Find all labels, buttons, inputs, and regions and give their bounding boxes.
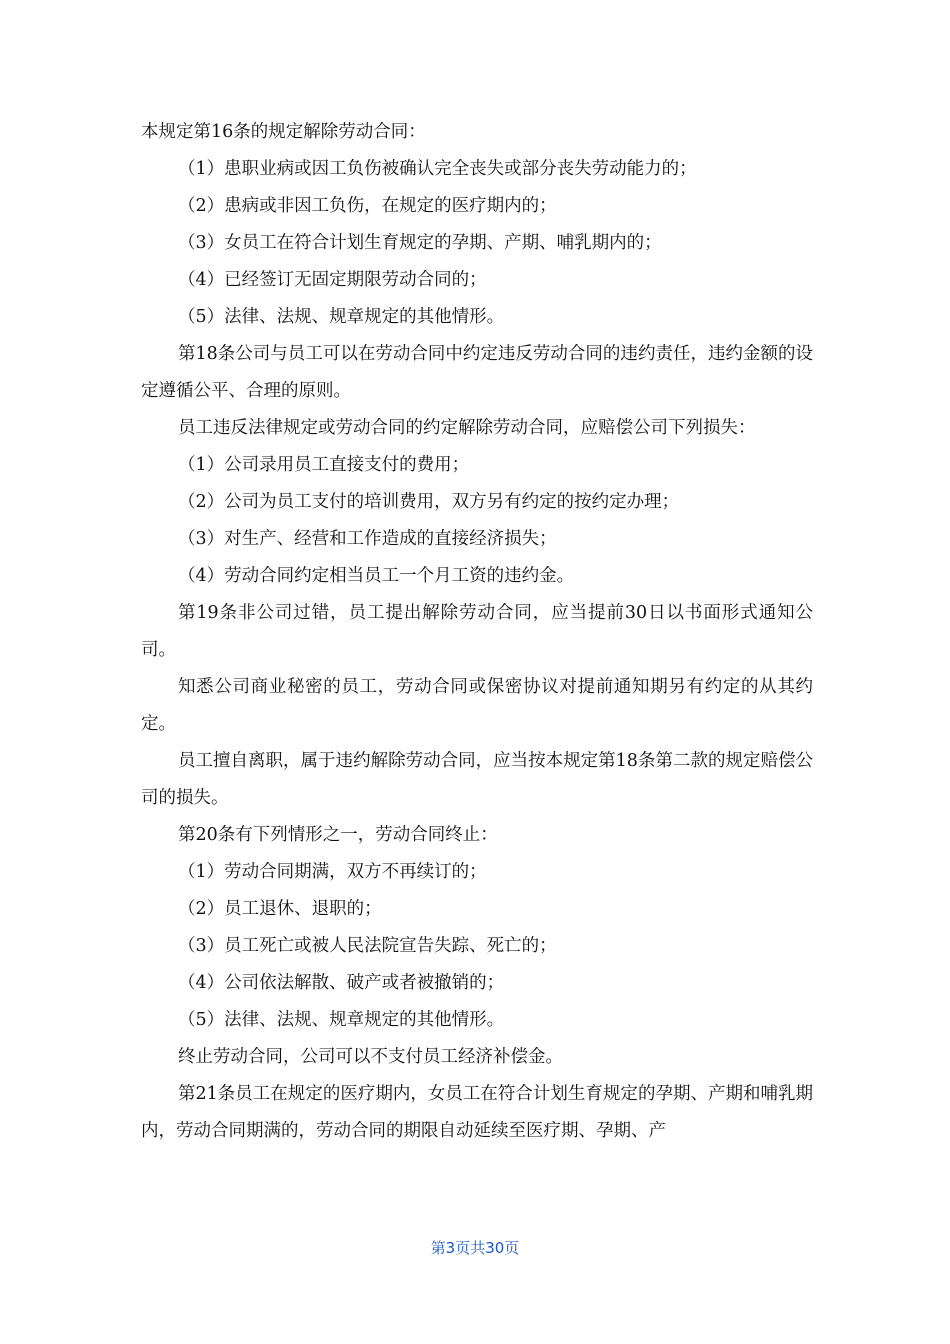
list-item: （4）劳动合同约定相当员工一个月工资的违约金。 <box>178 566 575 586</box>
list-item: （3）对生产、经营和工作造成的直接经济损失； <box>178 529 557 549</box>
article-20-paragraph: 第20条有下列情形之一，劳动合同终止： <box>178 825 498 845</box>
list-item: （5）法律、法规、规章规定的其他情形。 <box>178 307 505 327</box>
list-item: （4）已经签订无固定期限劳动合同的； <box>178 270 487 290</box>
list-item: （2）员工退休、退职的； <box>178 899 382 919</box>
list-item: （3）女员工在符合计划生育规定的孕期、产期、哺乳期内的； <box>178 233 662 253</box>
list-item: （4）公司依法解散、破产或者被撤销的； <box>178 973 505 993</box>
list-item: （1）公司录用员工直接支付的费用； <box>178 455 470 475</box>
list-item: （5）法律、法规、规章规定的其他情形。 <box>178 1010 505 1030</box>
page-number-label: 第3页共30页 <box>430 1239 520 1257</box>
paragraph: 员工擅自离职，属于违约解除劳动合同，应当按本规定第18条第二款的规定赔偿公司的损失。 <box>141 751 813 808</box>
list-item: （2）患病或非因工负伤，在规定的医疗期内的； <box>178 196 557 216</box>
list-item: （1）患职业病或因工负伤被确认完全丧失或部分丧失劳动能力的； <box>178 159 697 179</box>
paragraph: 知悉公司商业秘密的员工，劳动合同或保密协议对提前通知期另有约定的从其约定。 <box>141 677 813 734</box>
list-item: （2）公司为员工支付的培训费用，双方另有约定的按约定办理； <box>178 492 680 512</box>
document-body <box>141 114 813 1150</box>
paragraph: 员工违反法律规定或劳动合同的约定解除劳动合同，应赔偿公司下列损失： <box>178 418 756 438</box>
paragraph: 本规定第16条的规定解除劳动合同： <box>141 122 426 142</box>
article-19-paragraph: 第19条非公司过错，员工提出解除劳动合同，应当提前30日以书面形式通知公司。 <box>141 603 813 660</box>
list-item: （1）劳动合同期满，双方不再续订的； <box>178 862 487 882</box>
article-21-paragraph: 第21条员工在规定的医疗期内，女员工在符合计划生育规定的孕期、产期和哺乳期内，劳动合同期满的，劳动合同的期限自动延续至医疗期、孕期、产 <box>141 1084 813 1141</box>
page-footer <box>0 1236 950 1260</box>
article-18-paragraph: 第18条公司与员工可以在劳动合同中约定违反劳动合同的违约责任，违约金额的设定遵循公平、合理的原则。 <box>141 344 813 401</box>
paragraph: 终止劳动合同，公司可以不支付员工经济补偿金。 <box>178 1047 563 1067</box>
list-item: （3）员工死亡或被人民法院宣告失踪、死亡的； <box>178 936 557 956</box>
